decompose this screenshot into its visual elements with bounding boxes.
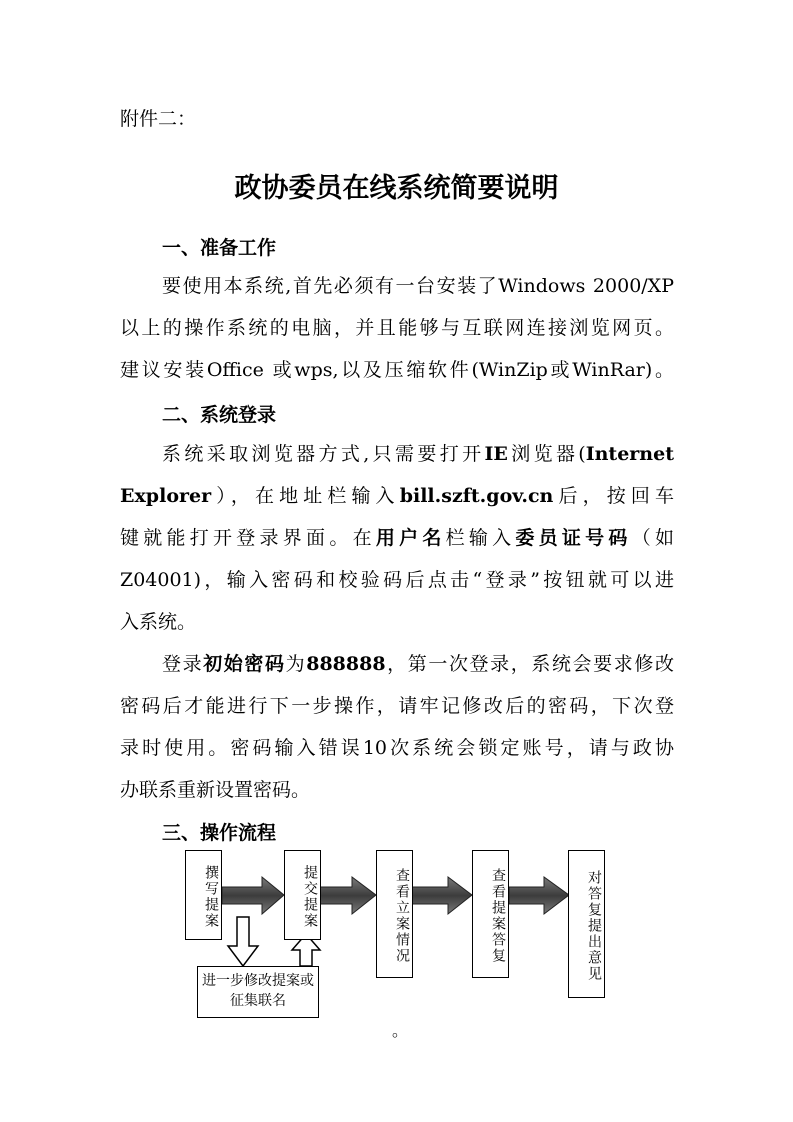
site-address: bill.szft.gov.cn bbox=[399, 485, 554, 507]
document-title: 政协委员在线系统简要说明 bbox=[234, 173, 559, 204]
flow-arrow bbox=[509, 877, 569, 914]
section-heading-login: 二、系统登录 bbox=[162, 404, 277, 426]
text-run: 为 bbox=[285, 653, 307, 675]
paragraph-line: 要使用本系统,首先必须有一台安装了Windows 2000/XP bbox=[162, 275, 674, 297]
flow-step-write: 撰写提案 bbox=[185, 850, 222, 940]
flow-side-note: 进一步修改提案或征集联名 bbox=[197, 966, 319, 1018]
flow-step-submit: 提交提案 bbox=[284, 850, 321, 940]
flow-arrow bbox=[412, 877, 472, 914]
down-arrow bbox=[228, 917, 258, 966]
flow-arrow bbox=[320, 877, 376, 914]
flow-step-check-reply: 查看提案答复 bbox=[472, 850, 509, 978]
paragraph-line bbox=[120, 526, 674, 550]
username-keyword: 用户名 bbox=[375, 527, 446, 549]
initial-password-keyword: 初始密码 bbox=[203, 653, 286, 675]
text-run: 浏览器( bbox=[507, 443, 586, 465]
initial-password-value: 888888 bbox=[306, 653, 386, 675]
paragraph-line bbox=[162, 442, 674, 466]
ie-keyword: IE bbox=[484, 443, 508, 465]
paragraph-line: Z04001)，输入密码和校验码后点击“登录”按钮就可以进 bbox=[120, 569, 674, 591]
text-run: （如 bbox=[631, 527, 674, 549]
attachment-label: 附件二： bbox=[120, 108, 197, 130]
section-heading-preparation: 一、准备工作 bbox=[162, 237, 277, 259]
section-heading-workflow: 三、操作流程 bbox=[162, 822, 277, 844]
paragraph-line: 录时使用。密码输入错误10次系统会锁定账号，请与政协 bbox=[120, 737, 674, 759]
paragraph-line: 办联系重新设置密码。 bbox=[120, 779, 311, 801]
text-run: 系统采取浏览器方式,只需要打开 bbox=[162, 443, 485, 465]
internet-keyword: Internet bbox=[585, 443, 674, 465]
text-run: ），在地址栏输入 bbox=[211, 485, 400, 507]
paragraph-line: 入系统。 bbox=[120, 611, 197, 633]
paragraph-line bbox=[120, 484, 674, 508]
footer-mark: 。 bbox=[392, 1021, 409, 1040]
paragraph-line: 建议安装Office 或wps,以及压缩软件(WinZip或WinRar)。 bbox=[120, 359, 674, 381]
member-id-keyword: 委员证号码 bbox=[515, 527, 632, 549]
paragraph-line bbox=[162, 652, 674, 676]
flow-step-check-filing: 查看立案情况 bbox=[376, 850, 413, 978]
text-run: 键就能打开登录界面。在 bbox=[120, 527, 376, 549]
text-run: 后，按回车 bbox=[553, 485, 674, 507]
paragraph-line: 密码后才能进行下一步操作，请牢记修改后的密码，下次登 bbox=[120, 695, 674, 717]
paragraph-line: 以上的操作系统的电脑，并且能够与互联网连接浏览网页。 bbox=[120, 317, 674, 339]
flow-step-feedback: 对答复提出意见 bbox=[568, 850, 605, 998]
text-run: 栏输入 bbox=[445, 527, 516, 549]
explorer-keyword: Explorer bbox=[120, 485, 212, 507]
flow-arrow bbox=[222, 877, 284, 914]
text-run: 登录 bbox=[162, 653, 204, 675]
text-run: ，第一次登录，系统会要求修改 bbox=[385, 653, 674, 675]
